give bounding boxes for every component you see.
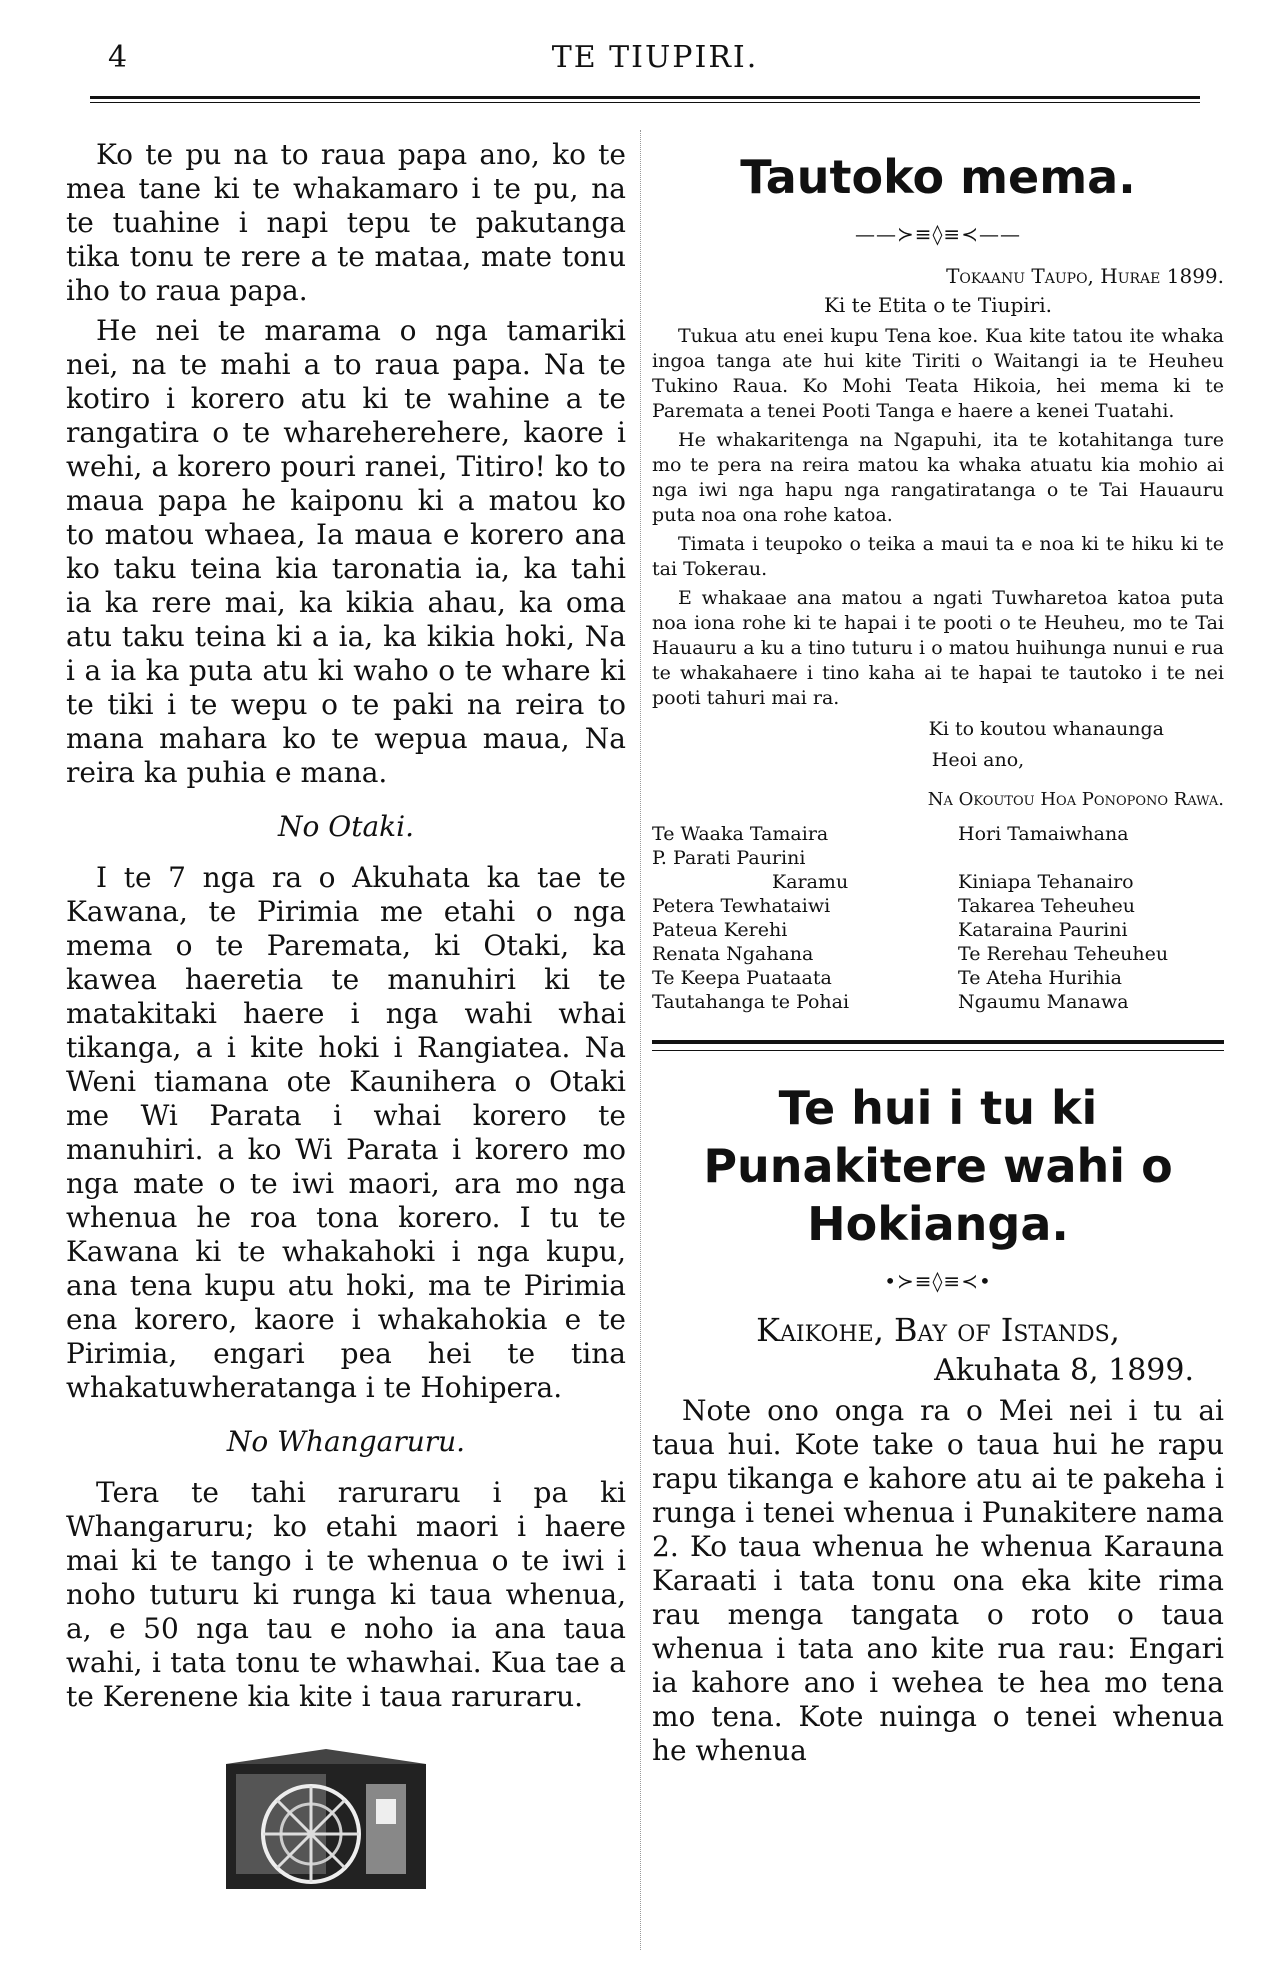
article-title-tautoko: Tautoko mema. bbox=[740, 150, 1136, 204]
section-heading-whangaruru: No Whangaruru. bbox=[226, 1425, 466, 1458]
signatory-name: Pateua Kerehi bbox=[652, 919, 788, 941]
letter-closing-heoi: Heoi ano, bbox=[931, 749, 1025, 771]
letter-salutation: Ki te Etita o te Tiupiri. bbox=[823, 293, 1053, 317]
left-column bbox=[66, 138, 626, 1894]
letter-closing: Ki to koutou whanaunga bbox=[928, 718, 1164, 740]
section-rule bbox=[652, 1040, 1224, 1044]
section-rule-thin bbox=[652, 1050, 1224, 1051]
right-column bbox=[652, 138, 1224, 1774]
signatory-name: Kataraina Paurini bbox=[958, 919, 1128, 941]
names-left bbox=[652, 822, 918, 1014]
article-title-punakitere: Te hui i tu ki Punakitere wahi o Hokianga. bbox=[703, 1081, 1173, 1251]
paragraph: Timata i teupoko o teika a maui ta e noa ki te hiku ki te tai Tokerau. bbox=[652, 533, 1224, 580]
signatory-name: Ngaumu Manawa bbox=[958, 991, 1129, 1013]
letter-block bbox=[652, 264, 1224, 1014]
signatory-name: Takarea Teheuheu bbox=[958, 895, 1135, 917]
article-body bbox=[652, 1394, 1224, 1768]
article-dateline: Kaikohe, Bay of Istands, bbox=[756, 1311, 1120, 1349]
page-number: 4 bbox=[108, 40, 128, 75]
paragraph: Tera te tahi raruraru i pa ki Whangaruru; ko etahi maori i haere mai ki te tango i te whenua o te iwi i noho tuturu ki runga ki taua whenua, a, e 50 nga tau e noho ia ana taua wahi, i tata tonu te whawhai. Kua tae a te Kerenene kia kite i taua raruraru. bbox=[66, 1476, 626, 1713]
signatory-name: Tautahanga te Pohai bbox=[652, 991, 850, 1013]
signatory-name: Kiniapa Tehanairo bbox=[958, 871, 1134, 893]
signatory-names bbox=[652, 822, 1224, 1014]
article-date: Akuhata 8, 1899. bbox=[934, 1353, 1194, 1388]
header-rule bbox=[90, 96, 1200, 99]
ornament-divider: •≻≡◊≡≺• bbox=[884, 1269, 992, 1293]
paragraph: I te 7 nga ra o Akuhata ka tae te Kawana, te Pirimia me etahi o nga mema o te Paremata, ki Otaki, ka kawea haeretia te manuhiri ki te matakitaki haere i nga wahi whai tikanga, a i kite hoki i Rangiatea. Na Weni tiamana ote Kaunihera o Otaki me Wi Parata i whai korero te manuhiri. a ko Wi Parata i korero mo nga mate o te iwi maori, ara mo nga whenua he roa tona korero. I tu te Kawana ki te whakahoki i nga kupu, ana tena kupu atu hoki, ma te Pirimia ena korero, kaore i whakahokia e te Pirimia, engari pea hei te tina whakatuwheratanga i te Hohipera. bbox=[66, 861, 626, 1404]
signatory-name: Renata Ngahana bbox=[652, 943, 814, 965]
column-divider bbox=[640, 130, 641, 1950]
header-rule-thin bbox=[90, 102, 1200, 103]
names-right bbox=[958, 822, 1224, 1014]
signatory-name: Hori Tamaiwhana bbox=[958, 823, 1129, 845]
letter-signers: Na Okoutou Hoa Ponopono Rawa. bbox=[927, 789, 1224, 810]
ornament-divider: ——≻≡◊≡≺—— bbox=[855, 222, 1021, 246]
signatory-name: Karamu bbox=[772, 871, 849, 893]
paragraph: He whakaritenga na Ngapuhi, ita te kotahitanga ture mo te pera na reira matou ka whaka atuatu kia mohio ai nga iwi nga hapu nga rangatiratanga o te Tai Hauauru puta noa ona rohe katoa. bbox=[652, 429, 1224, 526]
section-heading-otaki: No Otaki. bbox=[278, 810, 414, 843]
signatory-name: Te Rerehau Teheuheu bbox=[958, 943, 1169, 965]
paragraph: Note ono onga ra o Mei nei i tu ai taua hui. Kote take o taua hui he rapu rapu tikanga e kahore atu ai te pakeha i runga i tenei whenua i Punakitere nama 2. Ko taua whenua he whenua Karauna Karaati i tata tonu ona eka kite rima rau menga tangata o roto o taua whenua i tata ano kite rua rau: Engari ia kahore ano i wehea te hea mo tena mo tena. Kote nuinga o tenei whenua he whenua bbox=[652, 1394, 1224, 1767]
signatory-name: Petera Tewhataiwi bbox=[652, 895, 831, 917]
signatory-name: Te Keepa Puataata bbox=[652, 967, 832, 989]
paragraph: He nei te marama o nga tamariki nei, na te mahi a to raua papa. Na te kotiro i korero atu ki te wahine a te rangatira o te whareherehere, kaore i wehi, a korero pouri ranei, Titiro! ko to maua papa he kaiponu ki a matou ko to matou whaea, Ia maua e korero ana ko taku teina kia taronatia ia, ka tahi ia ka rere mai, ka kikia ahau, ka oma atu taku teina ki a ia, ka kikia hoki, Na i a ia ka puta atu ki waho o te whare ki te tiki i te wepu o te paki na reira to mana mahara ko te wepua maua, Na reira ka puhia e mana. bbox=[66, 314, 626, 789]
paragraph: E whakaae ana matou a ngati Tuwharetoa katoa puta noa iona rohe ki te hapai i te pooti o te Heuheu, mo te Tai Hauauru a ku a tino tuturu i o matou huihunga nunui e rua te whakahaere i tino kaha ai te hapai te tautoko i te nei pooti tahuri mai ra. bbox=[652, 587, 1224, 709]
running-title: TE TIUPIRI. bbox=[551, 40, 759, 75]
signatory-name-blank bbox=[958, 846, 1224, 870]
paragraph: Ko te pu na to raua papa ano, ko te mea tane ki te whakamaro i te pu, na te tuahine i napi tepu te pakutanga tika tonu te rere a te mataa, mate tonu iho to raua papa. bbox=[66, 138, 626, 307]
page-header bbox=[100, 40, 1210, 80]
letter-dateline: Tokaanu Taupo, Hurae 1899. bbox=[946, 264, 1224, 288]
waterwheel-illustration bbox=[216, 1744, 436, 1894]
signatory-name: P. Parati Paurini bbox=[652, 847, 806, 869]
signatory-name: Te Waaka Tamaira bbox=[652, 823, 829, 845]
paragraph: Tukua atu enei kupu Tena koe. Kua kite tatou ite whaka ingoa tanga ate hui kite Tiriti o Waitangi ia te Heuheu Tukino Raua. Ko Mohi Teata Hikoia, hei mema ki te Paremata a tenei Pooti Tanga e haere a kenei Tuatahi. bbox=[652, 325, 1224, 422]
signatory-name: Te Ateha Hurihia bbox=[958, 967, 1122, 989]
